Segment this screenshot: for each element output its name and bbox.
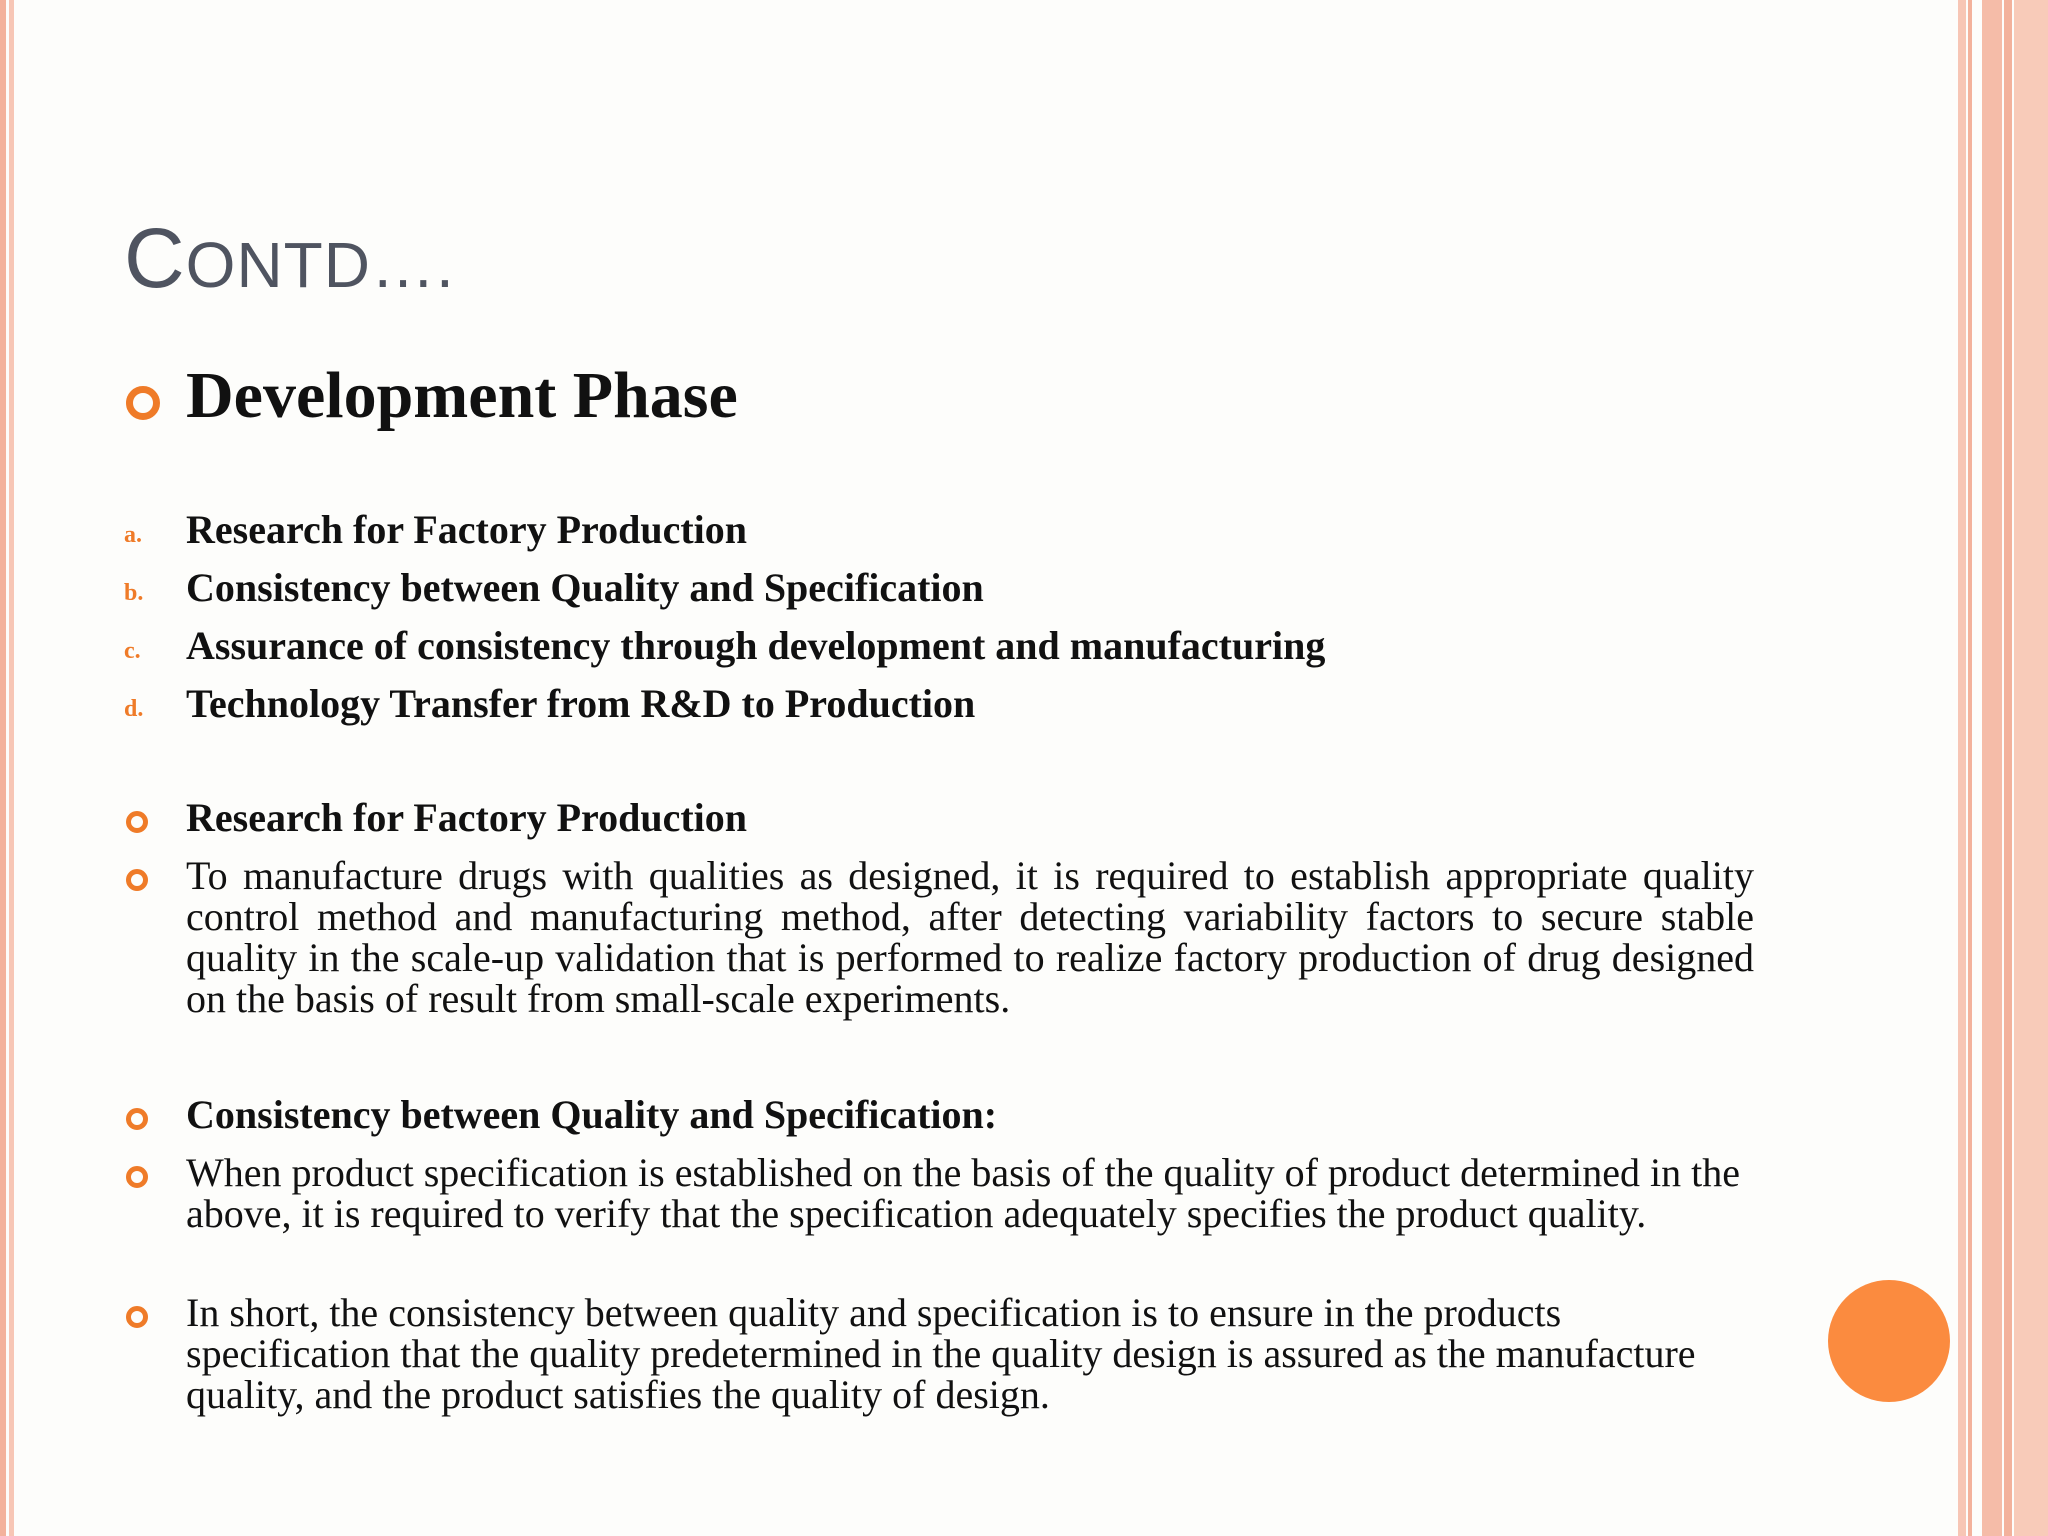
bullet-heading: Research for Factory Production — [186, 795, 747, 840]
list-item: Consistency between Quality and Specification — [186, 565, 984, 610]
list-marker: d. — [124, 696, 144, 722]
list-marker: b. — [124, 580, 144, 606]
bullet-circle-icon — [126, 811, 148, 833]
bullet-circle-icon — [126, 1166, 148, 1188]
right-border-stripe — [2004, 0, 2012, 1536]
left-border-stripe — [0, 0, 6, 1536]
bullet-paragraph: When product specification is established on the basis of the quality of product determined in the above, it is required to verify that the specification adequately specifies the product quality. — [186, 1150, 1741, 1236]
bullet-paragraph: In short, the consistency between quality and specification is to ensure in the products specification that the quality predetermined in the quality design is assured as the manufacture quality, and the product satisfies the quality of design. — [186, 1290, 1696, 1417]
right-border-stripe — [1968, 0, 1972, 1536]
list-marker: a. — [124, 522, 142, 548]
right-border-stripe — [1982, 0, 2002, 1536]
slide-title-first-letter: C — [124, 211, 186, 305]
left-border-stripe-inner — [9, 0, 14, 1536]
decorative-circle — [1828, 1280, 1950, 1402]
slide-title-rest: ONTD…. — [185, 229, 455, 301]
bullet-circle-icon — [126, 1306, 148, 1328]
main-heading: Development Phase — [186, 359, 738, 432]
list-item: Assurance of consistency through development and manufacturing — [186, 623, 1326, 668]
bullet-circle-icon — [126, 869, 148, 891]
list-item: Research for Factory Production — [186, 507, 747, 552]
slide-title — [124, 210, 455, 307]
bullet-circle-icon — [126, 386, 160, 420]
right-border-stripe — [1958, 0, 1966, 1536]
list-item: Technology Transfer from R&D to Production — [186, 681, 976, 726]
list-marker: c. — [124, 638, 141, 664]
bullet-circle-icon — [126, 1108, 148, 1130]
right-border-stripe — [2014, 0, 2048, 1536]
bullet-heading: Consistency between Quality and Specification: — [186, 1092, 998, 1137]
bullet-paragraph: To manufacture drugs with qualities as designed, it is required to establish appropriate quality control method and manufacturing method, after detecting variability factors to secure stable quality in the scale-up validation that is performed to realize factory production of drug designed on the basis of result from small-scale experiments. — [186, 853, 1754, 1021]
